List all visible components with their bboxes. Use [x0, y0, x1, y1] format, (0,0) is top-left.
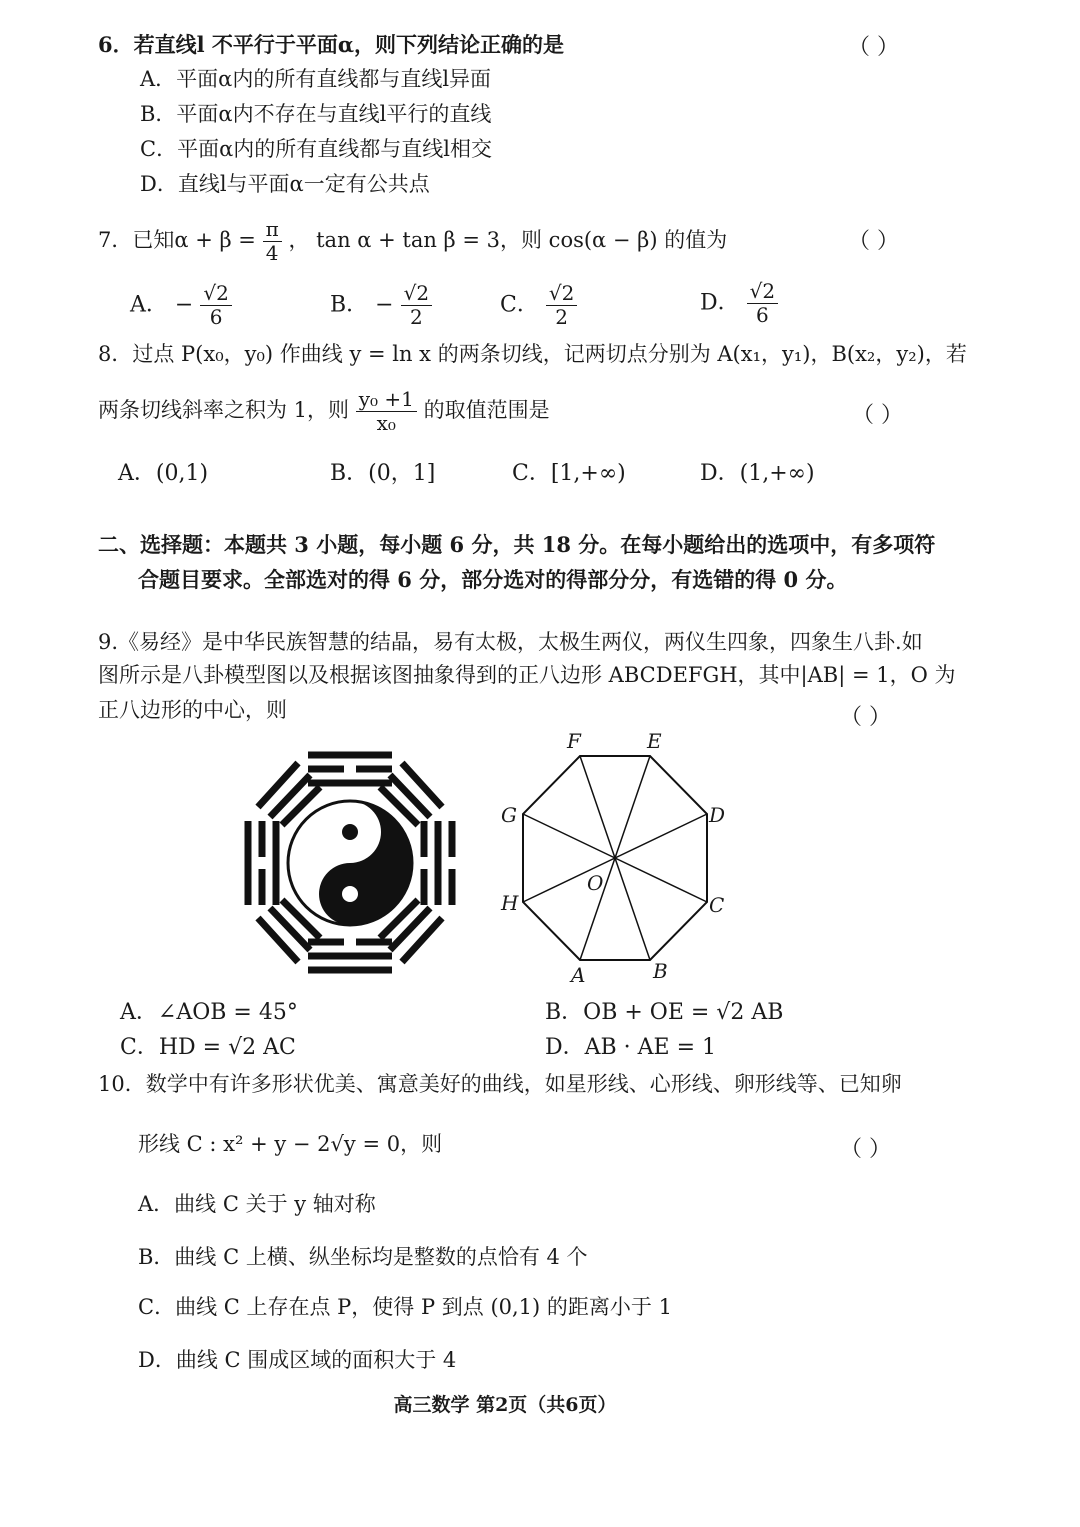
q7-answer-paren: （ ） — [848, 229, 899, 254]
q8-option-a: A．(0,1) — [118, 461, 209, 486]
q8-frac-num: y₀ +1 — [356, 388, 417, 412]
q7-frac-num: π — [263, 218, 282, 242]
bagua-figure — [240, 745, 460, 980]
q6-option-c: C．平面α内的所有直线都与直线l相交 — [140, 137, 492, 161]
q7-option-a-label: A． — [130, 292, 168, 318]
page-footer: 高三数学 第2页（共6页） — [393, 1394, 617, 1416]
q7-option-d-label: D． — [700, 290, 740, 316]
q7-option-b-sign: − — [375, 292, 394, 318]
q9-option-a: A．∠AOB = 45° — [120, 1000, 298, 1025]
q8-fraction — [356, 388, 417, 435]
taiji-symbol — [288, 801, 412, 925]
q7-prefix: 7．已知α + β = — [98, 228, 256, 252]
label-d: D — [709, 803, 726, 827]
q9-option-c: C．HD = √2 AC — [120, 1035, 296, 1060]
q6-option-a: A．平面α内的所有直线都与直线l异面 — [140, 67, 492, 91]
q6-answer-paren: （ ） — [848, 35, 899, 60]
q7-option-b-den: 2 — [409, 305, 423, 329]
label-o: O — [587, 871, 604, 895]
octagon-figure — [495, 728, 735, 988]
q9-line3: 正八边形的中心，则 — [98, 698, 287, 722]
section2-heading-line2: 合题目要求。全部选对的得 6 分，部分选对的得部分分，有选错的得 0 分。 — [138, 567, 848, 592]
q6-option-d: D．直线l与平面α一定有公共点 — [140, 172, 430, 196]
q8-option-d: D．(1,+∞) — [700, 461, 815, 486]
q6-stem: 6．若直线l 不平行于平面α，则下列结论正确的是 — [98, 32, 565, 57]
q10-line1: 10．数学中有许多形状优美、寓意美好的曲线，如星形线、心形线、卵形线等、已知卵 — [98, 1072, 902, 1096]
q10-option-d: D．曲线 C 围成区域的面积大于 4 — [138, 1348, 457, 1372]
q7-option-d — [700, 280, 778, 327]
q10-option-a: A．曲线 C 关于 y 轴对称 — [138, 1192, 376, 1216]
q7-stem — [98, 218, 727, 265]
q8-line1: 8．过点 P(x₀，y₀) 作曲线 y = ln x 的两条切线，记两切点分别为 A(x₁，y₁)，B(x₂，y₂)，若 — [98, 342, 967, 366]
q7-option-a-sign: − — [174, 292, 194, 318]
q7-option-c-den: 2 — [555, 305, 568, 329]
q8-line2-prefix: 两条切线斜率之积为 1，则 — [98, 398, 350, 422]
q7-pi-over-4 — [263, 218, 282, 265]
q10-answer-paren: （ ） — [840, 1137, 891, 1162]
q8-frac-den: x₀ — [376, 411, 396, 435]
q9-answer-paren: （ ） — [840, 705, 891, 730]
label-b: B — [653, 959, 668, 983]
q8-option-b: B．(0，1] — [330, 461, 436, 486]
q7-option-d-num: √2 — [747, 280, 778, 304]
label-e: E — [647, 729, 662, 753]
section2-heading-line1: 二、选择题：本题共 3 小题，每小题 6 分，共 18 分。在每小题给出的选项中，有多项符 — [98, 532, 936, 557]
q8-option-c: C．[1,+∞) — [512, 461, 626, 486]
q7-option-c — [500, 282, 577, 329]
label-f: F — [567, 729, 581, 753]
q7-option-c-num: √2 — [546, 282, 577, 306]
q7-option-a-den: 6 — [209, 305, 223, 329]
q9-line2: 图所示是八卦模型图以及根据该图抽象得到的正八边形 ABCDEFGH，其中|AB| = 1，O 为 — [98, 663, 956, 687]
q10-option-b: B．曲线 C 上横、纵坐标均是整数的点恰有 4 个 — [138, 1245, 588, 1269]
q7-suffix: ， tan α + tan β = 3，则 cos(α − β) 的值为 — [288, 228, 728, 252]
q7-option-a — [130, 282, 232, 329]
q7-option-a-num: √2 — [200, 282, 231, 306]
label-g: G — [501, 803, 517, 827]
q10-option-c: C．曲线 C 上存在点 P，使得 P 到点 (0,1) 的距离小于 1 — [138, 1295, 672, 1319]
q7-option-b-label: B． — [330, 292, 369, 318]
label-h: H — [501, 891, 519, 915]
q8-line2-suffix: 的取值范围是 — [423, 398, 550, 422]
q7-option-b — [330, 282, 432, 329]
q7-frac-den: 4 — [265, 241, 279, 265]
q9-line1: 9.《易经》是中华民族智慧的结晶，易有太极，太极生两仪，两仪生四象，四象生八卦.如 — [98, 630, 923, 654]
q7-option-d-den: 6 — [756, 303, 769, 327]
q6-option-b: B．平面α内不存在与直线l平行的直线 — [140, 102, 492, 126]
q9-option-d: D．AB · AE = 1 — [545, 1035, 717, 1060]
q7-option-b-num: √2 — [401, 282, 432, 306]
label-c: C — [709, 893, 725, 917]
q9-option-b: B．OB + OE = √2 AB — [545, 1000, 784, 1025]
label-a: A — [571, 963, 586, 987]
q7-option-c-label: C． — [500, 292, 539, 318]
q8-answer-paren: （ ） — [852, 403, 903, 428]
q10-line2: 形线 C : x² + y − 2√y = 0，则 — [138, 1132, 443, 1156]
q8-line2 — [98, 388, 550, 435]
